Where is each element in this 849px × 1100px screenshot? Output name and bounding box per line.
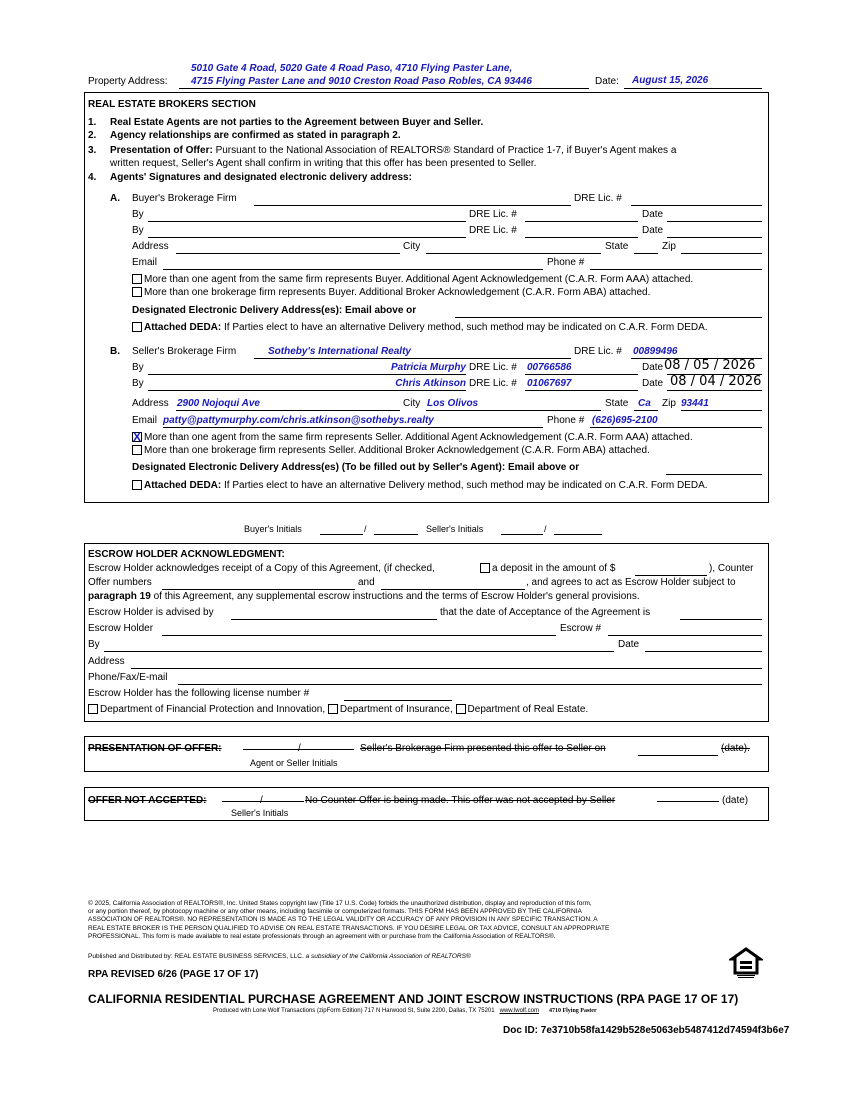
- buyer-attached-deda-row: [132, 322, 708, 333]
- buyer-initials-field-2[interactable]: [374, 534, 418, 535]
- buyer-agent2-date-field[interactable]: [667, 237, 762, 238]
- buyer-email-field[interactable]: [163, 269, 543, 270]
- buyer-city-field[interactable]: [426, 253, 601, 254]
- escrow-line2c: , and agrees to act as Escrow Holder subject to: [526, 577, 736, 588]
- seller-phone-value: (626)695-2100: [592, 415, 658, 426]
- not-accepted-date-field[interactable]: [657, 801, 719, 802]
- seller-agent2-dre-label: DRE Lic. #: [469, 378, 517, 389]
- seller-email-label: Email: [132, 415, 158, 426]
- escrow-line1c: ), Counter: [709, 563, 754, 574]
- seller-agent2-date: 08 / 04 / 2026: [670, 374, 762, 389]
- escrow-date-field[interactable]: [645, 651, 762, 652]
- item3-number: 3.: [88, 145, 97, 156]
- not-accepted-slash: /: [260, 795, 263, 806]
- escrow-deposit-checkbox[interactable]: [480, 563, 490, 573]
- doc-id-label: Doc ID:: [503, 1025, 538, 1036]
- buyer-multi-firm-checkbox[interactable]: [132, 287, 142, 297]
- seller-agent1-name: Patricia Murphy: [390, 362, 466, 373]
- dept-real-estate-checkbox[interactable]: [456, 704, 466, 714]
- seller-agent2-date-field[interactable]: [667, 375, 762, 391]
- buyer-deda-label: Designated Electronic Delivery Address(es): Email above or: [132, 305, 417, 316]
- seller-state-field[interactable]: [634, 398, 658, 411]
- item2-text: Agency relationships are confirmed as stated in paragraph 2.: [110, 130, 401, 141]
- escrow-by-label: By: [88, 639, 100, 650]
- item3-text2: written request, Seller's Agent shall confirm in writing that this offer has been presented to Seller.: [110, 158, 537, 169]
- form-title: CALIFORNIA RESIDENTIAL PURCHASE AGREEMENT AND JOINT ESCROW INSTRUCTIONS (RPA PAGE 17 OF 17): [88, 992, 739, 1006]
- buyer-address-label: Address: [132, 241, 169, 252]
- seller-agent1-date-field[interactable]: [664, 358, 762, 375]
- rpa-revised: RPA REVISED 6/26 (PAGE 17 OF 17): [88, 969, 259, 980]
- date-value: August 15, 2026: [632, 75, 709, 86]
- seller-multi-agent-row: [132, 432, 693, 443]
- counter-offer-number-1[interactable]: [162, 589, 355, 590]
- copyright-line4: REAL ESTATE BROKER IS THE PERSON QUALIFIED TO ADVISE ON REAL ESTATE TRANSACTIONS. IF YOU DESIRE LEGAL OR TAX ADVICE, CONSULT AN APPROPRIATE: [88, 924, 610, 932]
- seller-agent1-date-label: Date: [642, 362, 664, 373]
- buyer-firm-dre-label: DRE Lic. #: [574, 193, 622, 204]
- escrow-address-field[interactable]: [131, 668, 762, 669]
- presentation-text: Seller's Brokerage Firm presented this offer to Seller on: [360, 743, 606, 754]
- seller-multi-firm-row: [132, 445, 650, 456]
- buyer-zip-field[interactable]: [681, 253, 762, 254]
- buyer-email-label: Email: [132, 257, 158, 268]
- escrow-acceptance-date-field[interactable]: [680, 619, 762, 620]
- buyer-agent1-field[interactable]: [148, 221, 466, 222]
- seller-state-label: State: [605, 398, 629, 409]
- seller-initials-slash: /: [544, 524, 547, 534]
- seller-multi-firm-checkbox[interactable]: [132, 445, 142, 455]
- seller-agent1-date: 08 / 05 / 2026: [664, 358, 756, 373]
- buyer-multi-firm-row: [132, 287, 650, 298]
- dept-real-estate-label: Department of Real Estate.: [467, 704, 589, 715]
- copyright-line1: © 2025, California Association of REALTORS®, Inc. United States copyright law (Title 17 U.S. Code) forbids the unauthorized distribution, display and reproduction of this form,: [88, 900, 592, 907]
- doc-id-value: 7e3710b58fa1429b528e5063eb5487412d74594f3b6e7: [540, 1025, 790, 1036]
- buyer-initials-slash: /: [364, 524, 367, 534]
- buyer-phone-field[interactable]: [590, 269, 762, 270]
- buyer-agent1-date-label: Date: [642, 209, 664, 220]
- buyer-multi-agent-row: [132, 274, 693, 285]
- item3-body: Pursuant to the National Association of REALTORS® Standard of Practice 1-7, if Buyer's Agent makes a: [212, 145, 677, 156]
- date-label: Date:: [595, 76, 619, 87]
- seller-firm-value: Sotheby's International Realty: [268, 346, 411, 357]
- buyer-city-label: City: [403, 241, 421, 252]
- brokers-title: REAL ESTATE BROKERS SECTION: [88, 99, 256, 110]
- escrow-number-label: Escrow #: [560, 623, 602, 634]
- seller-multi-firm-text: More than one brokerage firm represents Seller. Additional Broker Acknowledgement (C.A.R. Form ABA) attached.: [144, 445, 650, 456]
- escrow-by-field[interactable]: [104, 651, 614, 652]
- seller-agent1-dre-field[interactable]: [525, 362, 638, 375]
- seller-agent1-field[interactable]: [148, 362, 466, 375]
- buyer-deda-field[interactable]: [455, 317, 762, 318]
- seller-address-label: Address: [132, 398, 169, 409]
- seller-city-field[interactable]: [426, 398, 601, 411]
- not-accepted-initials-field[interactable]: [222, 801, 304, 802]
- seller-deda-label: Designated Electronic Delivery Address(es) (To be filled out by Seller's Agent): Email above or: [132, 462, 580, 473]
- seller-phone-field[interactable]: [590, 415, 762, 428]
- buyer-initials-field-1[interactable]: [320, 534, 363, 535]
- not-accepted-label: OFFER NOT ACCEPTED:: [88, 795, 207, 806]
- buyer-initials-label: Buyer's Initials: [244, 524, 302, 534]
- escrow-line1a: Escrow Holder acknowledges receipt of a Copy of this Agreement, (if checked,: [88, 563, 435, 574]
- date-field[interactable]: [624, 76, 762, 89]
- buyer-attached-deda-bold: Attached DEDA:: [144, 322, 222, 333]
- seller-city-label: City: [403, 398, 421, 409]
- seller-agent1-dre: 00766586: [527, 362, 572, 373]
- dept-insurance-checkbox[interactable]: [328, 704, 338, 714]
- escrow-line2a: Offer numbers: [88, 577, 152, 588]
- seller-email-field[interactable]: [163, 415, 543, 428]
- escrow-title: ESCROW HOLDER ACKNOWLEDGMENT:: [88, 549, 285, 560]
- section-b-letter: B.: [110, 346, 120, 357]
- item1-number: 1.: [88, 117, 97, 128]
- buyer-firm-label: Buyer's Brokerage Firm: [132, 193, 237, 204]
- not-accepted-date: (date): [722, 795, 749, 806]
- seller-multi-agent-checkbox[interactable]: [132, 432, 142, 442]
- buyer-state-field[interactable]: [634, 253, 658, 254]
- dept-insurance-label: Department of Insurance,: [339, 704, 453, 715]
- seller-firm-dre-value: 00899496: [633, 346, 678, 357]
- published-italic: a subsidiary of the California Association of REALTORS®: [303, 953, 471, 960]
- seller-zip-label: Zip: [662, 398, 676, 409]
- escrow-phone-label: Phone/Fax/E-mail: [88, 672, 168, 683]
- copyright-block: [88, 900, 768, 941]
- escrow-deposit-amount-field[interactable]: [635, 575, 707, 576]
- seller-attached-deda-row: [132, 480, 708, 491]
- seller-firm-label: Seller's Brokerage Firm: [132, 346, 237, 357]
- produced-line: [213, 1008, 597, 1014]
- presentation-sub: Agent or Seller Initials: [250, 758, 338, 768]
- item3-text: [110, 145, 676, 156]
- escrow-phone-field[interactable]: [178, 684, 762, 685]
- seller-firm-dre-label: DRE Lic. #: [574, 346, 622, 357]
- escrow-date-label: Date: [618, 639, 640, 650]
- property-address-line1: 5010 Gate 4 Road, 5020 Gate 4 Road Paso, 4710 Flying Paster Lane,: [191, 63, 513, 74]
- not-accepted-sub: Seller's Initials: [231, 808, 289, 818]
- item1-text: Real Estate Agents are not parties to the Agreement between Buyer and Seller.: [110, 117, 484, 128]
- escrow-line3: [88, 591, 640, 602]
- seller-agent2-dre-field[interactable]: [525, 378, 638, 391]
- counter-offer-number-2[interactable]: [381, 589, 525, 590]
- seller-agent2-name: Chris Atkinson: [395, 378, 466, 389]
- seller-city-value: Los Olivos: [427, 398, 479, 409]
- escrow-line4b: that the date of Acceptance of the Agreement is: [440, 607, 651, 618]
- presentation-slash: /: [298, 743, 301, 754]
- buyer-attached-deda-checkbox[interactable]: [132, 322, 142, 332]
- copyright-line3: ASSOCIATION OF REALTORS®. NO REPRESENTATION IS MADE AS TO THE LEGAL VALIDITY OR ACCURACY OF ANY PROVISION IN ANY SPECIFIC TRANSACTION. A: [88, 916, 598, 924]
- buyer-by1-label: By: [132, 209, 144, 220]
- presentation-date-field[interactable]: [638, 755, 718, 756]
- section-a-letter: A.: [110, 193, 120, 204]
- seller-address-field[interactable]: [176, 398, 400, 411]
- seller-by1-label: By: [132, 362, 144, 373]
- escrow-license-types: [88, 704, 588, 715]
- seller-agent1-dre-label: DRE Lic. #: [469, 362, 517, 373]
- buyer-agent2-field[interactable]: [148, 237, 466, 238]
- seller-zip-field[interactable]: [681, 398, 762, 411]
- seller-attached-deda-bold: Attached DEDA:: [144, 480, 222, 491]
- property-address-field[interactable]: [179, 76, 589, 89]
- seller-state-value: Ca: [638, 398, 651, 409]
- escrow-line1b: a deposit in the amount of $: [492, 563, 616, 574]
- escrow-line2b: and: [358, 577, 375, 588]
- escrow-license-field[interactable]: [344, 700, 452, 701]
- buyer-address-field[interactable]: [176, 253, 400, 254]
- buyer-agent1-dre-field[interactable]: [525, 221, 638, 222]
- seller-attached-deda-checkbox[interactable]: [132, 480, 142, 490]
- escrow-line3-text: of this Agreement, any supplemental escrow instructions and the terms of Escrow Holder's general provisions.: [150, 591, 640, 602]
- presentation-date: (date).: [721, 743, 750, 754]
- seller-agent2-field[interactable]: [148, 378, 466, 391]
- buyer-attached-deda-text: If Parties elect to have an alternative Delivery method, such method may be indicated on C.A.R. Form DEDA.: [221, 322, 708, 333]
- equal-housing-logo-icon: [729, 946, 763, 980]
- seller-agent2-dre: 01067697: [527, 378, 572, 389]
- buyer-multi-agent-checkbox[interactable]: [132, 274, 142, 284]
- dept-fpi-label: Department of Financial Protection and Innovation,: [100, 704, 326, 715]
- item4-text: Agents' Signatures and designated electronic delivery address:: [110, 172, 412, 183]
- escrow-advised-by-field[interactable]: [231, 619, 437, 620]
- escrow-number-field[interactable]: [608, 635, 762, 636]
- seller-zip-value: 93441: [681, 398, 709, 409]
- buyer-state-label: State: [605, 241, 629, 252]
- buyer-agent2-dre-label: DRE Lic. #: [469, 225, 517, 236]
- published-line: [88, 953, 471, 960]
- escrow-license-label: Escrow Holder has the following license number #: [88, 688, 310, 699]
- buyer-firm-dre-field[interactable]: [631, 205, 762, 206]
- seller-phone-label: Phone #: [547, 415, 585, 426]
- seller-address-value: 2900 Nojoqui Ave: [177, 398, 260, 409]
- copyright-line5: PROFESSIONAL. This form is made available to real estate professionals through an agreement with or purchase from the California Association of REALTORS®.: [88, 932, 556, 940]
- item3-bold: Presentation of Offer:: [110, 145, 213, 156]
- buyer-phone-label: Phone #: [547, 257, 585, 268]
- seller-email-value: patty@pattymurphy.com/chris.atkinson@sothebys.realty: [163, 415, 434, 426]
- produced-text: Produced with Lone Wolf Transactions (zipForm Edition) 717 N Harwood St, Suite 2200, Dallas, TX 75201: [213, 1008, 495, 1014]
- seller-initials-label: Seller's Initials: [426, 524, 484, 534]
- seller-initials-field-2[interactable]: [554, 534, 602, 535]
- buyer-zip-label: Zip: [662, 241, 676, 252]
- buyer-agent1-dre-label: DRE Lic. #: [469, 209, 517, 220]
- buyer-multi-firm-text: More than one brokerage firm represents Buyer. Additional Broker Acknowledgement (C.A.R. Form ABA) attached.: [144, 287, 651, 298]
- item4-number: 4.: [88, 172, 97, 183]
- seller-deda-field[interactable]: [666, 474, 762, 475]
- buyer-agent1-date-field[interactable]: [667, 221, 762, 222]
- seller-multi-agent-text: More than one agent from the same firm represents Seller. Additional Agent Acknowledgement (C.A.R. Form AAA) attached.: [144, 432, 693, 443]
- buyer-agent2-dre-field[interactable]: [525, 237, 638, 238]
- seller-agent2-date-label: Date: [642, 378, 664, 389]
- escrow-holder-field[interactable]: [162, 635, 556, 636]
- copyright-line2: or any portion thereof, by photocopy machine or any other means, including facsimile or computerized formats. THIS FORM HAS BEEN APPROVED BY THE CALIFORNIA: [88, 908, 582, 916]
- presentation-label: PRESENTATION OF OFFER:: [88, 743, 222, 754]
- presentation-section: [84, 736, 769, 772]
- property-address-label: Property Address:: [88, 76, 168, 87]
- buyer-by2-label: By: [132, 225, 144, 236]
- seller-attached-deda-text: If Parties elect to have an alternative Delivery method, such method may be indicated on C.A.R. Form DEDA.: [221, 480, 708, 491]
- escrow-line4a: Escrow Holder is advised by: [88, 607, 214, 618]
- buyer-multi-agent-text: More than one agent from the same firm represents Buyer. Additional Agent Acknowledgement (C.A.R. Form AAA) attached.: [144, 274, 694, 285]
- property-address-line2: 4715 Flying Paster Lane and 9010 Creston Road Paso Robles, CA 93446: [191, 76, 532, 87]
- produced-link[interactable]: www.lwolf.com: [499, 1008, 539, 1014]
- seller-firm-field[interactable]: [254, 346, 571, 359]
- buyer-firm-field[interactable]: [254, 205, 571, 206]
- not-accepted-text: No Counter Offer is being made. This offer was not accepted by Seller: [305, 795, 616, 806]
- dept-fpi-checkbox[interactable]: [88, 704, 98, 714]
- buyer-agent2-date-label: Date: [642, 225, 664, 236]
- doc-id: [503, 1025, 789, 1036]
- seller-by2-label: By: [132, 378, 144, 389]
- escrow-address-label: Address: [88, 656, 125, 667]
- escrow-line1b-row: [480, 563, 615, 574]
- escrow-holder-label: Escrow Holder: [88, 623, 154, 634]
- produced-name: 4710 Flying Paster: [548, 1008, 597, 1014]
- published-text: Published and Distributed by: REAL ESTATE BUSINESS SERVICES, LLC.: [88, 953, 304, 960]
- seller-initials-field-1[interactable]: [501, 534, 543, 535]
- escrow-line3-bold: paragraph 19: [88, 591, 151, 602]
- item2-number: 2.: [88, 130, 97, 141]
